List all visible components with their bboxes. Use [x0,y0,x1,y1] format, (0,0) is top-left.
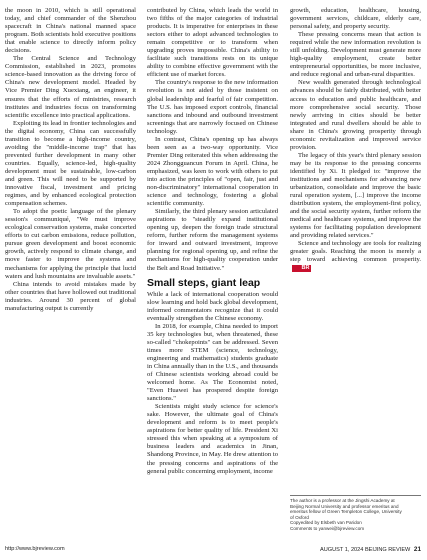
author-bio [290,498,421,532]
paragraph: The legacy of this year's third plenary session may be its response to the pressing concerns identified by Xi. It pledged to: "improve the institutions and mechanisms for advancing new urbanization, consolidate and improve the basic rural operation system, [...] improve the income distribution system, the employment-first policy, and the social security system, further reform the medical and healthcare systems, and improve the systems for facilitating population development and providing related services." [290,151,421,240]
paragraph: The Central Science and Technology Commission, established in 2023, promotes science-based innovation as the driving force of China's new development model. Headed by Vice Premier Ding Xuexiang, an engineer, it ensures that the efforts of ministries, research institutes and industries focus on transforming scientific excellence into practical applications. [5,55,136,119]
paragraph: contributed by China, which leads the world in two fifths of the major categories of industrial products. It is imperative for enterprises in these sectors either to adopt advanced technologies to remain competitive or to transform when upgrading proves impossible. China's ability to facilitate such transitions rests on its unique ability to combine effective government with the efficient use of market forces. [147,7,278,79]
paragraph: Exploiting its lead in frontier technologies and the digital economy, China can successfully transition to become a high-income country, avoiding the "middle-income trap" that has prevented further development in many other countries. Equally, science-led, high-quality development must be sustainable, low-carbon and green. This will need to be supported by innovative fiscal, investment and pricing regimes, and by enhanced ecological protection compensation schemes. [5,119,136,208]
footer-url: http://www.bjreview.com [5,546,65,552]
paragraph: In 2018, for example, China needed to import 35 key technologies but, when threatened, these so-called "chokepoints" can be addressed. Seven times more STEM (science, technology, engineering and mathematics) students graduate in China annually than in the U.S., and thousands of Chinese scientists working abroad could be welcomed home. As The Economist noted, "Even Huawei has prospered despite foreign sanctions." [147,322,278,403]
paragraph: growth, education, healthcare, housing, government services, childcare, elderly care, personal safety, and property security. [290,7,421,31]
paragraph: Scientists might study science for science's sake. However, the ultimate goal of China's development and reform is to meet people's aspirations for better quality of life. President Xi stressed this when speaking at a symposium of business leaders and academics in Jinan, Shandong Province, in May. He drew attention to the pressing concerns and aspirations of the general public concerning employment, income [147,403,278,475]
article-column-2 [147,7,278,476]
paragraph: To adopt the poetic language of the plenary session's communiqué, "We must improve ecological conservation systems, make concerted efforts to cut carbon emissions, reduce pollution, pursue green development and boost economic growth, actively respond to climate change, and move faster to improve the systems and mechanisms for applying the principle that lucid waters and lush mountains are invaluable assets." [5,208,136,280]
footer-publication [320,546,421,554]
bio-line: of Oxford [290,514,309,520]
paragraph: These pressing concerns mean that action is required while the new information revolution is still unfolding. Development must generate more high-quality employment, create better entrepreneurial opportunities, be more inclusive, and reduce regional and urban-rural disparities. [290,31,421,79]
end-of-article-mark: BR [292,265,311,272]
article-column-1 [5,7,136,313]
paragraph-text: Science and technology are tools for realizing greater goals. Reaching the moon is merely a step toward achieving common prosperity. [290,240,421,264]
paragraph-final [290,240,421,272]
page-number: 21 [413,546,421,553]
paragraph: the moon in 2010, which is still operational today, and chief commander of the Shenzhou spacecraft in China's national manned space program. Both scientists hold executive positions that enable science to directly inform policy decisions. [5,7,136,55]
bio-line: emeritus fellow of Green Templeton College, University [290,509,402,515]
section-heading: Small steps, giant leap [147,276,261,289]
bio-divider [290,495,421,496]
publication-date: AUGUST 1, 2024 BEIJING REVIEW [319,547,411,553]
paragraph: New wealth generated through technological advances should be fairly distributed, with better access to education and public healthcare, and more comprehensive social security. Those newly arriving in cities should be better integrated and rural dwellers should be able to share in China's growing prosperity through economic revitalization and improved service provision. [290,79,421,151]
paragraph: While a lack of international cooperation would slow learning and hold back global development, informed commentators recognize that it could eventually strengthen the Chinese economy. [147,290,278,322]
paragraph: China intends to avoid mistakes made by other countries that have hollowed out traditional industries. Around 30 percent of global manufacturing output is currently [5,280,136,312]
paragraph: Similarly, the third plenary session articulated aspirations to "steadily expand institutional opening up, deepen the foreign trade structural reform, further reform the management systems for inward and outward investment, improve planning for regional opening up, and refine the mechanisms for high-quality cooperation under the Belt and Road Initiative." [147,208,278,272]
bio-line: The author is a professor at the Jingshi Academy at [290,498,395,503]
article-column-3 [290,7,421,273]
paragraph: The country's response to the new information revolution is not aided by those insistent on global leadership and fearful of fair competition. The U.S. has imposed export controls, financial sanctions and inbound and outbound investment screenings that are narrowly focused on Chinese technology. [147,79,278,135]
comments-email: Comments to yanwei@bjreview.com [290,525,365,531]
paragraph: In contrast, China's opening up has always been seen as a two-way opportunity. Vice Premier Ding reiterated this when addressing the 2024 Zhongguancun Forum in April. China, he emphasized, was keen to work with others to put into action the principles of "open, fair, just and non-discriminatory" international cooperation in science and technology, fostering a global scientific community. [147,135,278,208]
bio-line: Beijing Normal University and professor emeritus and [290,503,399,509]
copyeditor-credit: Copyedited by Elsbeth van Paridon [290,520,362,526]
